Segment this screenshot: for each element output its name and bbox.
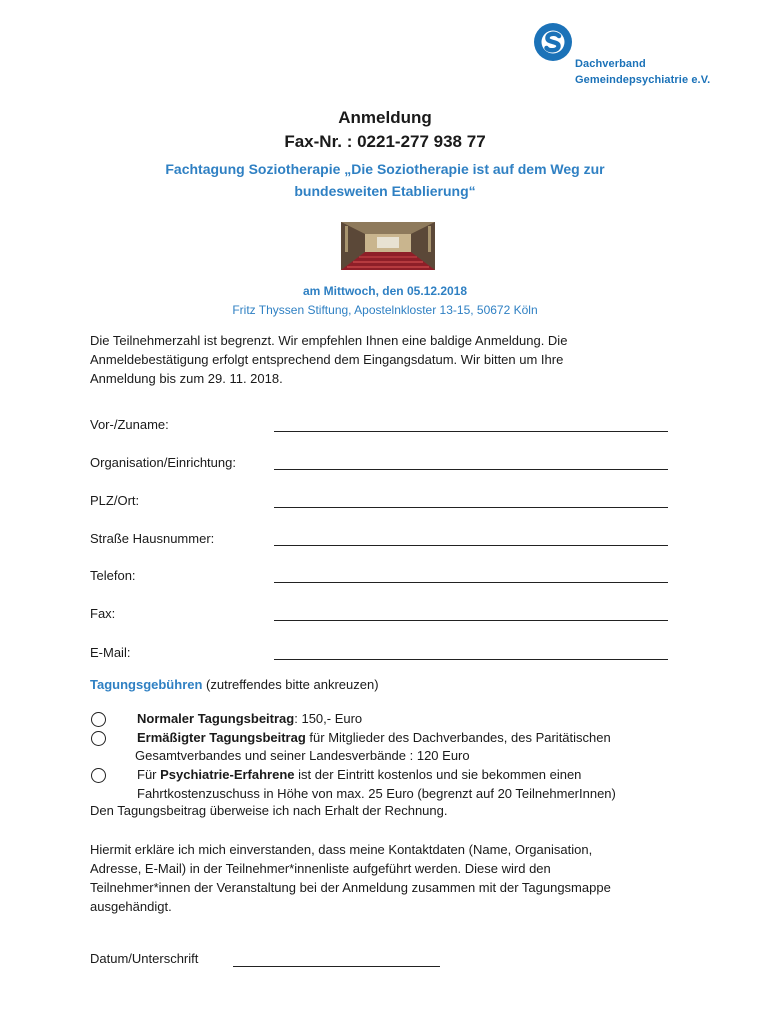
intro-line: Die Teilnehmerzahl ist begrenzt. Wir empfehlen Ihnen eine baldige Anmeldung. Die: [90, 333, 568, 348]
fee-transfer-note: Den Tagungsbeitrag überweise ich nach Erhalt der Rechnung.: [90, 803, 448, 818]
fee-normal-title: Normaler Tagungsbeitrag: [137, 711, 295, 726]
consent-line: ausgehändigt.: [90, 899, 172, 914]
organisation-field[interactable]: [274, 469, 668, 470]
email-field[interactable]: [274, 659, 668, 660]
event-venue: Fritz Thyssen Stiftung, Apostelnkloster 13-15, 50672 Köln: [232, 303, 538, 317]
fax-label: Fax:: [90, 606, 116, 621]
consent-line: Teilnehmer*innen der Veranstaltung bei der Anmeldung zusammen mit der Tagungsmappe: [90, 880, 611, 895]
logo-mark-icon: [533, 22, 573, 62]
signature-label: Datum/Unterschrift: [90, 951, 199, 966]
fee-reduced-label: [137, 730, 611, 745]
intro-paragraph: [90, 331, 690, 388]
venue-photo: [341, 222, 435, 270]
fee-reduced-title: Ermäßigter Tagungsbeitrag: [137, 730, 306, 745]
fee-psych-pre: Für: [137, 767, 161, 782]
phone-field[interactable]: [274, 582, 668, 583]
name-label: Vor-/Zuname:: [90, 417, 169, 432]
fee-psych-radio[interactable]: [91, 768, 106, 783]
consent-line: Hiermit erkläre ich mich einverstanden, dass meine Kontaktdaten (Name, Organisation,: [90, 842, 593, 857]
fee-reduced-line2: Gesamtverbandes und seiner Landesverbände : 120 Euro: [135, 748, 470, 763]
street-field[interactable]: [274, 545, 668, 546]
fax-number: Fax-Nr. : 0221-277 938 77: [284, 132, 486, 151]
event-subtitle: [0, 158, 770, 202]
city-label: PLZ/Ort:: [90, 493, 140, 508]
fees-heading: [90, 677, 379, 692]
consent-paragraph: [90, 840, 690, 916]
intro-line: Anmeldung bis zum 29. 11. 2018.: [90, 371, 283, 386]
fees-heading-title: Tagungsgebühren: [90, 677, 203, 692]
fax-field[interactable]: [274, 620, 668, 621]
event-subtitle-line1: Fachtagung Soziotherapie „Die Soziotherapie ist auf dem Weg zur: [165, 161, 605, 177]
intro-line: Anmeldebestätigung erfolgt entsprechend dem Eingangsdatum. Wir bitten um Ihre: [90, 352, 564, 367]
name-field[interactable]: [274, 431, 668, 432]
fee-psych-line2: Fahrtkostenzuschuss in Höhe von max. 25 Euro (begrenzt auf 20 TeilnehmerInnen): [137, 786, 616, 801]
consent-line: Adresse, E-Mail) in der Teilnehmer*innenliste aufgeführt werden. Diese wird den: [90, 861, 551, 876]
phone-label: Telefon:: [90, 568, 136, 583]
fee-normal-price: : 150,- Euro: [294, 711, 363, 726]
street-label: Straße Hausnummer:: [90, 531, 215, 546]
fee-normal-radio[interactable]: [91, 712, 106, 727]
page-title: Anmeldung: [338, 108, 432, 127]
organization-logo: [533, 22, 733, 92]
fee-psych-label: [137, 767, 581, 782]
fee-reduced-text: für Mitglieder des Dachverbandes, des Paritätischen: [305, 730, 611, 745]
email-label: E-Mail:: [90, 645, 131, 660]
fee-psych-text: ist der Eintritt kostenlos und sie bekommen einen: [294, 767, 582, 782]
fee-psych-title: Psychiatrie-Erfahrene: [160, 767, 295, 782]
logo-text-line1: Dachverband: [575, 58, 646, 70]
event-subtitle-line2: bundesweiten Etablierung“: [294, 183, 476, 199]
fees-heading-note: (zutreffendes bitte ankreuzen): [202, 677, 379, 692]
organisation-label: Organisation/Einrichtung:: [90, 455, 236, 470]
signature-field[interactable]: [233, 966, 440, 967]
fee-reduced-radio[interactable]: [91, 731, 106, 746]
city-field[interactable]: [274, 507, 668, 508]
logo-text-line2: Gemeindepsychiatrie e.V.: [575, 74, 711, 86]
fee-normal-label: [137, 711, 362, 726]
event-date: am Mittwoch, den 05.12.2018: [302, 284, 468, 298]
